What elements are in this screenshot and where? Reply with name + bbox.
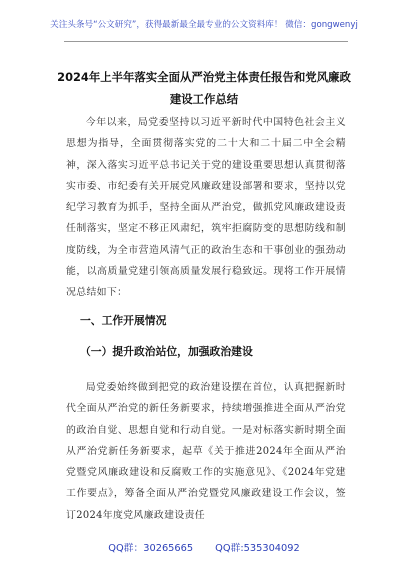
footer-qq-group-2: QQ群:535304092: [215, 543, 300, 554]
section-heading: 一、工作开展情况: [80, 314, 167, 327]
header-divider: [64, 41, 348, 42]
intro-paragraph: 今年以来，局党委坚持以习近平新时代中国特色社会主义思想为指导，全面贯彻落实党的二十大和二十届二中全会精神，深入落实习近平总书记关于党的建设重要思想认真贯彻落实市委、市纪委有关开展党风廉政建设部署和要求，坚持以党纪学习教育为抓手，坚持全面从严治党，做抓党风廉政建设责任制落实，坚定不移正风肃纪，筑牢拒腐防变的思想防线和制度防线，为全市营造风清气正的政治生态和干事创业的强劲动能，以高质量党建引领高质量发展行稳致远。现将工作开展情况总结如下：: [66, 117, 346, 299]
subsection-heading: （一）提升政治站位，加强政治建设: [80, 345, 253, 358]
document-title-line-1: 2024年上半年落实全面从严治党主体责任报告和党风廉政: [57, 70, 351, 84]
header-banner: 关注头条号“公文研究”，获得最新最全最专业的公文资料库！ 微信：gongwenyj: [50, 20, 358, 30]
document-title: [56, 66, 352, 110]
subsection-paragraph: 局党委始终做到把党的政治建设摆在首位，认真把握新时代全面从严治党的新任务新要求，持续增强推进全面从严治党的政治自觉、思想自觉和行动自觉。一是对标落实新时期全面从严治党新任务新要求，起草《关于推进2024年全面从严治党暨党风廉政建设和反腐败工作的实施意见》、《2024年党建工作要点》，筹备全面从严治党暨党风廉政建设工作会议，签订2024年度党风廉政建设责任: [66, 382, 346, 521]
footer-contact: [0, 540, 408, 554]
document-title-line-2: 建设工作总结: [169, 92, 239, 106]
footer-qq-group-1: QQ群：30265665: [108, 543, 194, 554]
